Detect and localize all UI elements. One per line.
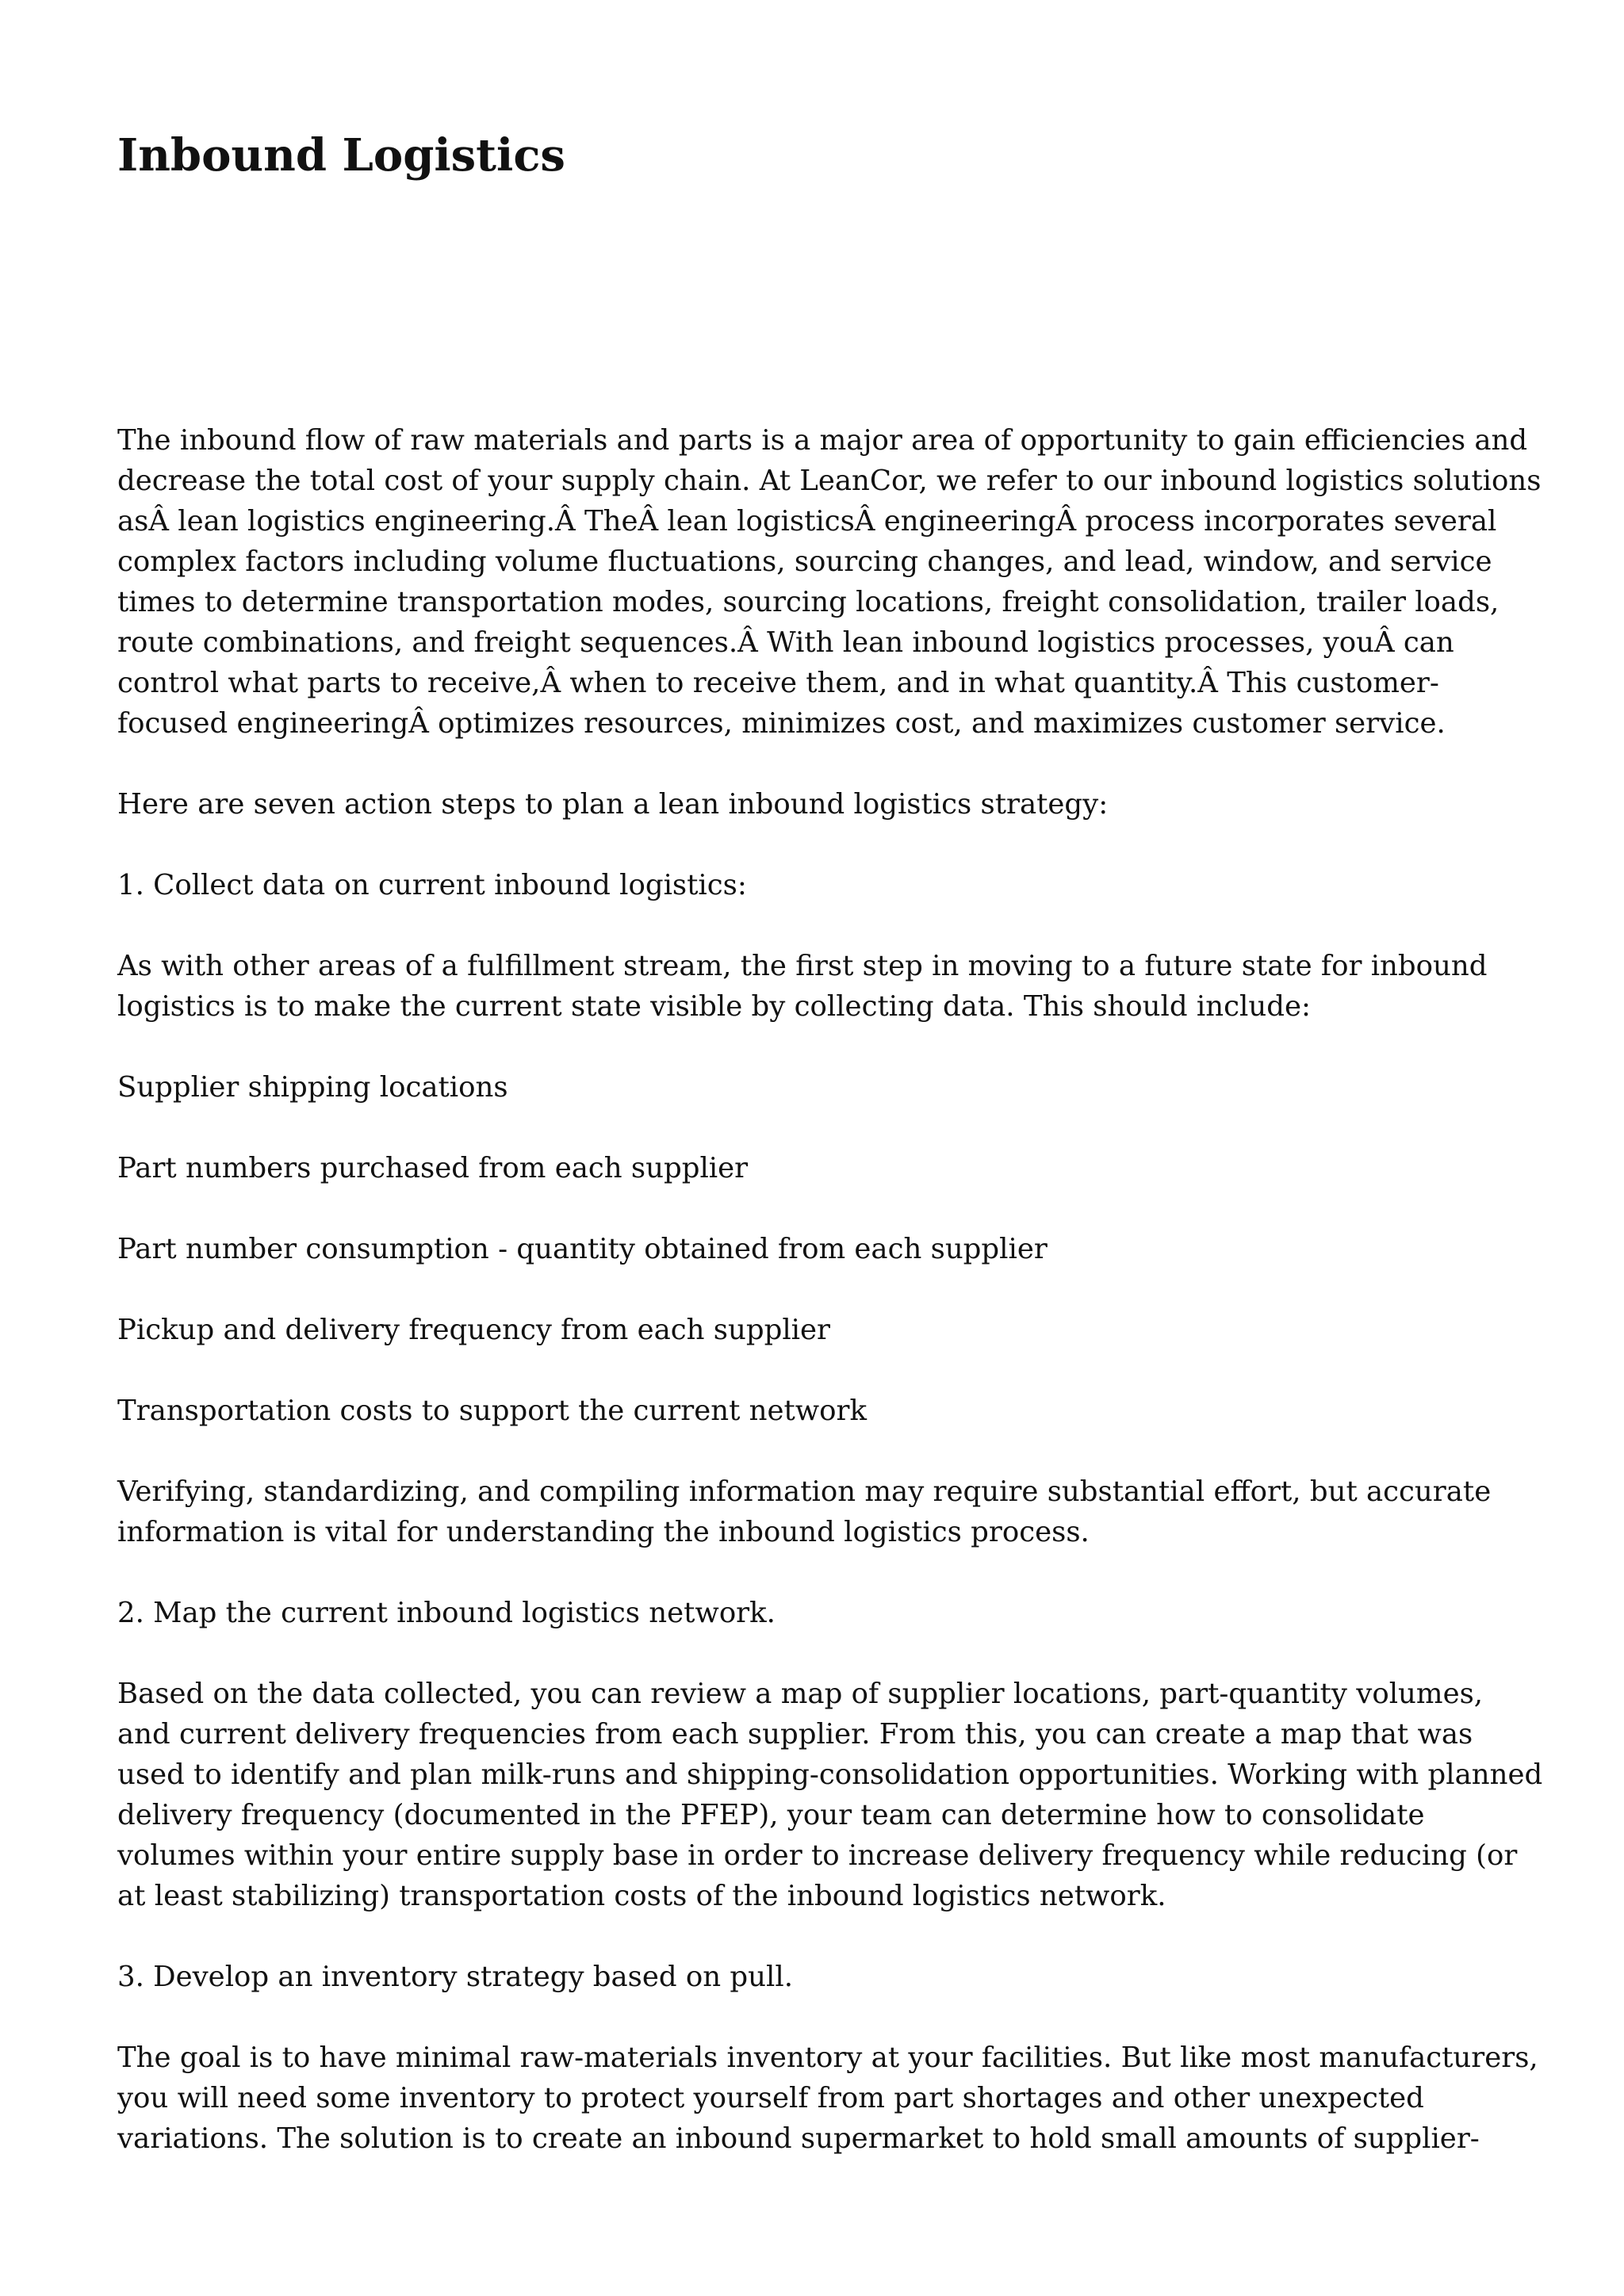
intro-paragraph: The inbound flow of raw materials and parts is a major area of opportunity to gain efficiencies and decrease the total cost of your supply chain. At LeanCor, we refer to our inbound logistics solutions asÂ lean logistics engineering.Â TheÂ lean logisticsÂ engineeringÂ process incorporates several complex factors including volume fluctuations, sourcing changes, and lead, window, and service times to determine transportation modes, sourcing locations, freight consolidation, trailer loads, route combinations, and freight sequences.Â With lean inbound logistics processes, youÂ can control what parts to receive,Â when to receive them, and in what quantity.Â This customer-focused engineeringÂ optimizes resources, minimizes cost, and maximizes customer service. xyxy=(117,424,1542,740)
list-item: Transportation costs to support the current network xyxy=(117,1395,868,1427)
step-1-paragraph: As with other areas of a fulfillment stream, the first step in moving to a future state for inbound logistics is to make the current state visible by collecting data. This should include: xyxy=(117,950,1488,1023)
document-body xyxy=(117,420,1545,2199)
list-item: Part number consumption - quantity obtained from each supplier xyxy=(117,1233,1048,1265)
step-heading-3: 3. Develop an inventory strategy based on pull. xyxy=(117,1961,794,1993)
steps-intro: Here are seven action steps to plan a lean inbound logistics strategy: xyxy=(117,788,1109,821)
list-item: Part numbers purchased from each supplier xyxy=(117,1152,749,1184)
step-heading-2: 2. Map the current inbound logistics network. xyxy=(117,1597,776,1629)
step-heading-1: 1. Collect data on current inbound logistics: xyxy=(117,869,747,901)
step-2-paragraph: Based on the data collected, you can review a map of supplier locations, part-quantity volumes, and current delivery frequencies from each supplier. From this, you can create a map that was used to identify and plan milk-runs and shipping-consolidation opportunities. Working with planned delivery frequency (documented in the PFEP), your team can determine how to consolidate volumes within your entire supply base in order to increase delivery frequency while reducing (or at least stabilizing) transportation costs of the inbound logistics network. xyxy=(117,1678,1543,1912)
step-1-conclusion: Verifying, standardizing, and compiling information may require substantial effort, but accurate information is vital for understanding the inbound logistics process. xyxy=(117,1475,1492,1548)
list-item: Supplier shipping locations xyxy=(117,1071,508,1104)
step-3-paragraph: The goal is to have minimal raw-materials inventory at your facilities. But like most manufacturers, you will need some inventory to protect yourself from part shortages and other unexpected variations. The solution is to create an inbound supermarket to hold small amounts of supplier- xyxy=(117,2042,1538,2155)
list-item: Pickup and delivery frequency from each supplier xyxy=(117,1314,831,1346)
page-title: Inbound Logistics xyxy=(117,129,565,182)
